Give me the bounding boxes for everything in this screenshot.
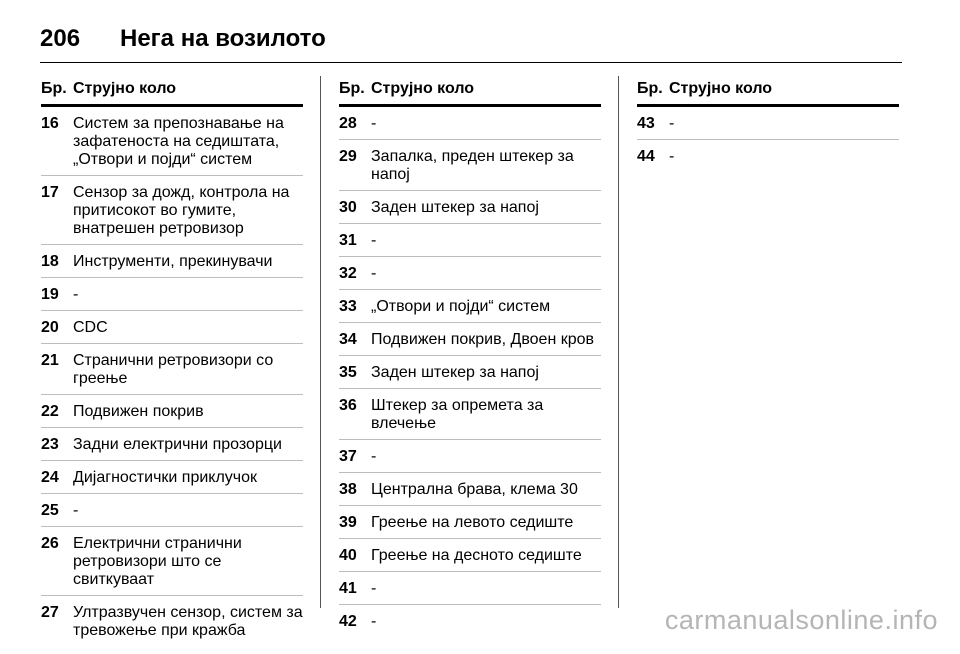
fuse-circuit: Задни електрични прозорци	[73, 436, 282, 453]
fuse-number: 38	[339, 481, 357, 498]
fuse-circuit: Електрични странични ретровизори што се свиткуваат	[73, 535, 242, 588]
fuse-number: 41	[339, 580, 357, 597]
fuse-circuit: -	[371, 613, 377, 630]
page-title: Нега на возилото	[120, 25, 326, 52]
table-row	[41, 115, 303, 176]
table-row	[41, 436, 303, 461]
fuse-circuit: -	[371, 232, 377, 249]
fuse-number: 16	[41, 115, 59, 132]
table-row	[339, 481, 601, 506]
header-circuit: Струјно коло	[73, 80, 177, 97]
fuse-number: 34	[339, 331, 357, 348]
fuse-number: 23	[41, 436, 59, 453]
fuse-number: 27	[41, 604, 59, 621]
fuse-number: 37	[339, 448, 357, 465]
table-row	[41, 535, 303, 596]
table-row	[41, 253, 303, 278]
table-row	[339, 613, 601, 637]
table-row	[41, 502, 303, 527]
table-header	[41, 80, 303, 107]
fuse-circuit: Подвижен покрив, Двоен кров	[371, 331, 595, 348]
fuse-number: 29	[339, 148, 357, 165]
table-row	[339, 148, 601, 191]
header-no: Бр.	[637, 80, 663, 97]
fuse-circuit: Заден штекер за напој	[371, 199, 539, 216]
fuse-circuit: -	[371, 265, 377, 282]
fuse-circuit: -	[371, 115, 377, 132]
table-row	[339, 514, 601, 539]
table-row	[339, 580, 601, 605]
table-row	[339, 364, 601, 389]
table-row	[637, 148, 899, 172]
table-row	[41, 469, 303, 494]
fuse-number: 22	[41, 403, 59, 420]
fuse-number: 19	[41, 286, 59, 303]
fuse-number: 35	[339, 364, 357, 381]
fuse-circuit: Странични ретровизори со греење	[73, 352, 274, 387]
table-row	[41, 403, 303, 428]
fuse-circuit: -	[669, 148, 675, 165]
table-row	[339, 298, 601, 323]
fuse-number: 44	[637, 148, 655, 165]
table-row	[339, 199, 601, 224]
fuse-number: 31	[339, 232, 357, 249]
fuse-number: 25	[41, 502, 59, 519]
fuse-circuit: -	[669, 115, 675, 132]
fuse-circuit: CDC	[73, 319, 108, 336]
fuse-circuit: Дијагностички приклучок	[73, 469, 258, 486]
watermark: carmanualsonline.info	[664, 605, 938, 635]
table-row	[41, 286, 303, 311]
fuse-number: 40	[339, 547, 357, 564]
table-body	[637, 115, 899, 172]
table-row	[339, 331, 601, 356]
fuse-number: 39	[339, 514, 357, 531]
page-header	[40, 18, 902, 60]
table-row	[339, 547, 601, 572]
fuse-number: 26	[41, 535, 59, 552]
header-no: Бр.	[339, 80, 365, 97]
fuse-column-3	[637, 80, 899, 180]
fuse-circuit: -	[73, 286, 79, 303]
table-row	[339, 265, 601, 290]
fuse-circuit: „Отвори и појди“ систем	[371, 298, 551, 315]
header-circuit: Струјно коло	[669, 80, 773, 97]
fuse-circuit: Запалка, преден штекер за напој	[371, 148, 574, 183]
column-divider	[618, 76, 619, 608]
fuse-circuit: Греење на левото седиште	[371, 514, 574, 531]
fuse-number: 18	[41, 253, 59, 270]
header-circuit: Струјно коло	[371, 80, 475, 97]
fuse-number: 43	[637, 115, 655, 132]
fuse-circuit: Заден штекер за напој	[371, 364, 539, 381]
fuse-circuit: Систем за препознавање на зафатеноста на седиштата, „Отвори и појди“ систем	[73, 115, 284, 168]
table-body	[41, 115, 303, 646]
fuse-number: 17	[41, 184, 59, 201]
fuse-circuit: Ултразвучен сензор, систем за тревожење при кражба	[73, 604, 303, 639]
fuse-number: 21	[41, 352, 59, 369]
table-row	[339, 448, 601, 473]
fuse-circuit: Сензор за дожд, контрола на притисокот во гумите, внатрешен ретровизор	[73, 184, 290, 237]
column-divider	[320, 76, 321, 608]
table-row	[339, 115, 601, 140]
fuse-circuit: -	[371, 448, 377, 465]
table-row	[41, 604, 303, 646]
fuse-number: 24	[41, 469, 59, 486]
fuse-number: 28	[339, 115, 357, 132]
table-header	[637, 80, 899, 107]
table-row	[339, 397, 601, 440]
table-row	[41, 352, 303, 395]
fuse-number: 42	[339, 613, 357, 630]
fuse-circuit: Инструменти, прекинувачи	[73, 253, 273, 270]
fuse-circuit: Штекер за опремета за влечење	[371, 397, 544, 432]
table-body	[339, 115, 601, 637]
table-header	[339, 80, 601, 107]
fuse-number: 30	[339, 199, 357, 216]
fuse-column-2	[339, 80, 601, 645]
fuse-number: 20	[41, 319, 59, 336]
fuse-column-1	[41, 80, 303, 654]
header-no: Бр.	[41, 80, 67, 97]
fuse-circuit: -	[73, 502, 79, 519]
fuse-circuit: Централна брава, клема 30	[371, 481, 578, 498]
fuse-number: 32	[339, 265, 357, 282]
table-row	[339, 232, 601, 257]
table-row	[637, 115, 899, 140]
fuse-number: 36	[339, 397, 357, 414]
table-row	[41, 184, 303, 245]
page-number: 206	[40, 25, 81, 52]
fuse-number: 33	[339, 298, 357, 315]
fuse-circuit: -	[371, 580, 377, 597]
fuse-circuit: Греење на десното седиште	[371, 547, 582, 564]
fuse-circuit: Подвижен покрив	[73, 403, 204, 420]
header-rule	[40, 62, 902, 63]
table-row	[41, 319, 303, 344]
